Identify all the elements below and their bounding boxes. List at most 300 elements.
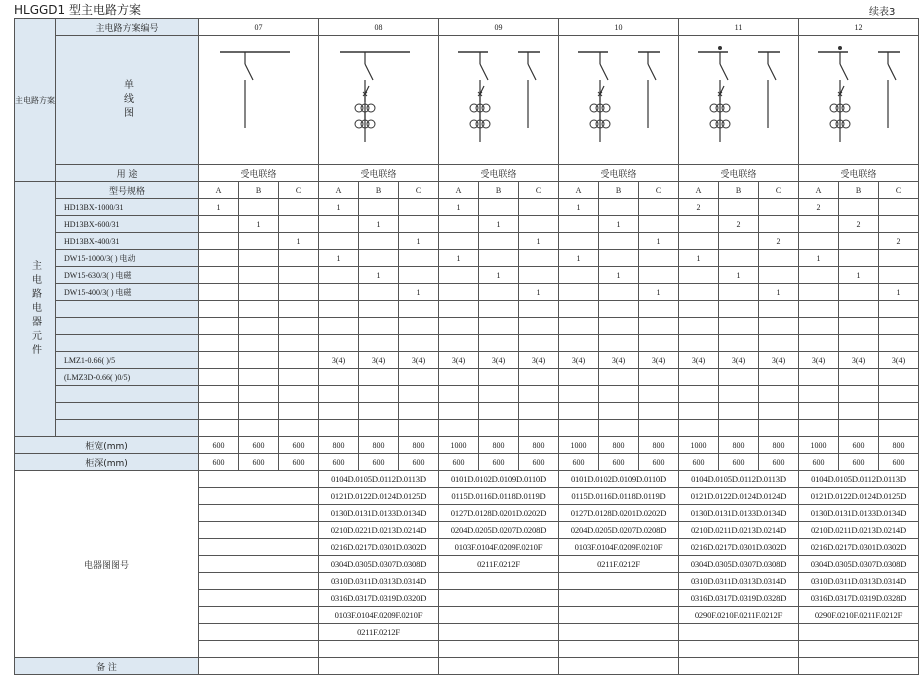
cabinet-depth-value: 600 xyxy=(479,454,519,471)
component-quantity xyxy=(359,403,399,420)
component-quantity xyxy=(279,216,319,233)
drawing-number: 0216D.0217D.0301D.0302D xyxy=(319,539,439,556)
drawing-number: 0121D.0122D.0124D.0125D xyxy=(319,488,439,505)
single-line-diagram-08 xyxy=(320,38,438,162)
drawing-number xyxy=(199,488,319,505)
component-quantity xyxy=(199,352,239,369)
remarks-value xyxy=(559,658,679,675)
component-quantity xyxy=(759,267,799,284)
component-quantity xyxy=(279,267,319,284)
component-quantity xyxy=(399,216,439,233)
drawing-number: 0103F.0104F.0209F.0210F xyxy=(559,539,679,556)
component-quantity xyxy=(839,318,879,335)
drawing-number: 0304D.0305D.0307D.0308D xyxy=(679,556,799,573)
component-row xyxy=(15,369,919,386)
component-quantity xyxy=(239,250,279,267)
component-quantity xyxy=(519,267,559,284)
cabinet-width-value: 600 xyxy=(839,437,879,454)
component-quantity xyxy=(319,335,359,352)
component-quantity xyxy=(639,199,679,216)
component-quantity xyxy=(799,216,839,233)
component-quantity: 1 xyxy=(879,284,919,301)
component-quantity xyxy=(519,420,559,437)
scheme-number-row xyxy=(15,19,919,36)
component-row xyxy=(15,267,919,284)
drawing-number: 0290F.0210F.0211F.0212F xyxy=(679,607,799,624)
drawing-number: 0316D.0317D.0319D.0328D xyxy=(679,590,799,607)
component-quantity xyxy=(679,369,719,386)
usage-value: 受电联络 xyxy=(559,165,679,182)
drawing-number: 0204D.0205D.0207D.0208D xyxy=(559,522,679,539)
component-quantity: 1 xyxy=(639,233,679,250)
component-quantity xyxy=(199,267,239,284)
drawing-number: 0210D.0211D.0213D.0214D xyxy=(799,522,919,539)
cabinet-width-value: 1000 xyxy=(439,437,479,454)
cabinet-width-value: 800 xyxy=(599,437,639,454)
component-quantity xyxy=(599,233,639,250)
drawing-number: 0211F.0212F xyxy=(439,556,559,573)
cabinet-depth-value: 600 xyxy=(319,454,359,471)
component-quantity xyxy=(239,335,279,352)
component-quantity xyxy=(399,386,439,403)
remarks-value xyxy=(319,658,439,675)
component-quantity: 3(4) xyxy=(359,352,399,369)
component-quantity xyxy=(679,284,719,301)
component-quantity xyxy=(399,250,439,267)
component-quantity xyxy=(559,233,599,250)
component-quantity xyxy=(799,318,839,335)
component-quantity xyxy=(519,369,559,386)
column-label: B xyxy=(479,182,519,199)
cabinet-depth-value: 600 xyxy=(599,454,639,471)
component-quantity xyxy=(839,369,879,386)
drawing-number: 0211F.0212F xyxy=(319,624,439,641)
component-quantity xyxy=(279,301,319,318)
cabinet-width-value: 600 xyxy=(199,437,239,454)
component-quantity xyxy=(679,318,719,335)
drawing-number: 0130D.0131D.0133D.0134D xyxy=(799,505,919,522)
single-line-row xyxy=(15,36,919,165)
component-name: DW15-400/3( ) 电磁 xyxy=(56,284,199,301)
component-quantity xyxy=(879,318,919,335)
drawing-number: 0127D.0128D.0201D.0202D xyxy=(439,505,559,522)
component-quantity xyxy=(759,318,799,335)
usage-value: 受电联络 xyxy=(319,165,439,182)
component-quantity: 2 xyxy=(799,199,839,216)
cabinet-width-value: 800 xyxy=(759,437,799,454)
component-quantity xyxy=(479,403,519,420)
component-quantity xyxy=(759,199,799,216)
scheme-number: 10 xyxy=(559,19,679,36)
usage-value: 受电联络 xyxy=(199,165,319,182)
component-quantity xyxy=(599,318,639,335)
component-quantity xyxy=(199,216,239,233)
component-quantity xyxy=(639,403,679,420)
drawing-number: 0103F.0104F.0209F.0210F xyxy=(439,539,559,556)
drawing-number: 0290F.0210F.0211F.0212F xyxy=(799,607,919,624)
component-quantity: 3(4) xyxy=(399,352,439,369)
remarks-value xyxy=(679,658,799,675)
component-quantity xyxy=(439,335,479,352)
component-quantity xyxy=(719,403,759,420)
component-quantity xyxy=(719,386,759,403)
scheme-number: 07 xyxy=(199,19,319,36)
drawing-number xyxy=(679,641,799,658)
component-quantity xyxy=(799,403,839,420)
cabinet-width-value: 800 xyxy=(399,437,439,454)
component-quantity xyxy=(439,369,479,386)
single-line-diagram-07 xyxy=(200,38,318,162)
cabinet-depth-value: 600 xyxy=(519,454,559,471)
component-quantity: 3(4) xyxy=(759,352,799,369)
drawing-number: 0310D.0311D.0313D.0314D xyxy=(799,573,919,590)
component-quantity xyxy=(719,335,759,352)
component-quantity: 1 xyxy=(639,284,679,301)
component-quantity xyxy=(479,318,519,335)
cabinet-depth-label: 柜深(mm) xyxy=(15,454,199,471)
component-quantity xyxy=(479,284,519,301)
component-quantity xyxy=(759,301,799,318)
component-quantity: 1 xyxy=(239,216,279,233)
component-quantity: 1 xyxy=(479,216,519,233)
component-quantity xyxy=(559,267,599,284)
component-quantity xyxy=(439,420,479,437)
component-quantity xyxy=(279,369,319,386)
drawing-number-label: 电器图图号 xyxy=(15,471,199,658)
component-quantity: 1 xyxy=(599,267,639,284)
drawing-number xyxy=(199,590,319,607)
cabinet-width-value: 800 xyxy=(879,437,919,454)
component-quantity: 3(4) xyxy=(679,352,719,369)
column-label: A xyxy=(319,182,359,199)
component-quantity xyxy=(639,301,679,318)
component-quantity: 3(4) xyxy=(559,352,599,369)
component-quantity: 3(4) xyxy=(439,352,479,369)
component-quantity xyxy=(879,267,919,284)
component-quantity xyxy=(399,403,439,420)
drawing-number xyxy=(799,641,919,658)
component-quantity xyxy=(359,369,399,386)
component-row xyxy=(15,284,919,301)
component-quantity xyxy=(679,267,719,284)
component-quantity xyxy=(239,403,279,420)
component-quantity xyxy=(879,403,919,420)
component-quantity: 1 xyxy=(599,216,639,233)
component-quantity xyxy=(599,301,639,318)
component-quantity xyxy=(439,318,479,335)
component-quantity xyxy=(279,284,319,301)
scheme-number: 11 xyxy=(679,19,799,36)
component-quantity xyxy=(239,199,279,216)
cabinet-width-value: 1000 xyxy=(679,437,719,454)
drawing-number: 0104D.0105D.0112D.0113D xyxy=(679,471,799,488)
cabinet-depth-value: 600 xyxy=(679,454,719,471)
component-quantity: 3(4) xyxy=(639,352,679,369)
component-quantity: 1 xyxy=(559,199,599,216)
column-label: C xyxy=(879,182,919,199)
component-quantity xyxy=(519,318,559,335)
cabinet-depth-value: 600 xyxy=(879,454,919,471)
component-quantity xyxy=(799,233,839,250)
component-quantity: 3(4) xyxy=(839,352,879,369)
component-row xyxy=(15,318,919,335)
cabinet-depth-value: 600 xyxy=(639,454,679,471)
single-line-diagram-12 xyxy=(800,38,918,162)
cabinet-width-value: 1000 xyxy=(799,437,839,454)
component-quantity: 2 xyxy=(759,233,799,250)
component-quantity xyxy=(719,250,759,267)
component-name: DW15-1000/3( ) 电动 xyxy=(56,250,199,267)
component-quantity xyxy=(239,301,279,318)
component-quantity xyxy=(479,233,519,250)
component-quantity xyxy=(279,403,319,420)
component-quantity xyxy=(759,335,799,352)
column-label: B xyxy=(839,182,879,199)
component-quantity: 3(4) xyxy=(479,352,519,369)
component-quantity xyxy=(879,335,919,352)
component-quantity xyxy=(599,335,639,352)
component-name: DW15-630/3( ) 电磁 xyxy=(56,267,199,284)
scheme-number: 08 xyxy=(319,19,439,36)
component-quantity xyxy=(839,403,879,420)
component-quantity xyxy=(639,250,679,267)
usage-row xyxy=(15,165,919,182)
component-row xyxy=(15,199,919,216)
drawing-number: 0101D.0102D.0109D.0110D xyxy=(559,471,679,488)
single-line-diagram xyxy=(439,36,559,165)
component-quantity xyxy=(559,386,599,403)
drawing-number xyxy=(799,624,919,641)
component-quantity xyxy=(239,318,279,335)
component-quantity xyxy=(639,318,679,335)
component-quantity xyxy=(639,369,679,386)
component-quantity xyxy=(319,318,359,335)
component-quantity: 1 xyxy=(279,233,319,250)
component-quantity: 3(4) xyxy=(599,352,639,369)
component-quantity xyxy=(799,369,839,386)
drawing-number xyxy=(559,573,679,590)
component-quantity xyxy=(239,233,279,250)
column-label: A xyxy=(679,182,719,199)
drawing-number xyxy=(439,607,559,624)
drawing-number: 0210D.0211D.0213D.0214D xyxy=(679,522,799,539)
drawing-number xyxy=(559,624,679,641)
component-quantity xyxy=(399,318,439,335)
component-quantity xyxy=(519,403,559,420)
drawing-number: 0121D.0122D.0124D.0124D xyxy=(679,488,799,505)
component-quantity xyxy=(519,250,559,267)
drawing-number: 0103F.0104F.0209F.0210F xyxy=(319,607,439,624)
component-quantity xyxy=(439,403,479,420)
drawing-number xyxy=(319,641,439,658)
component-quantity xyxy=(519,199,559,216)
component-quantity xyxy=(719,369,759,386)
drawing-number: 0210D.0221D.0213D.0214D xyxy=(319,522,439,539)
component-name: HD13BX-400/31 xyxy=(56,233,199,250)
component-row xyxy=(15,403,919,420)
component-quantity xyxy=(279,199,319,216)
single-line-diagram-09 xyxy=(440,38,558,162)
component-quantity xyxy=(799,386,839,403)
component-quantity xyxy=(439,386,479,403)
component-quantity xyxy=(199,284,239,301)
component-quantity: 1 xyxy=(359,267,399,284)
cabinet-depth-value: 600 xyxy=(199,454,239,471)
component-quantity: 1 xyxy=(359,216,399,233)
component-quantity xyxy=(599,386,639,403)
column-label: A xyxy=(439,182,479,199)
cabinet-depth-value: 600 xyxy=(439,454,479,471)
cabinet-width-value: 600 xyxy=(239,437,279,454)
component-quantity xyxy=(799,267,839,284)
component-quantity xyxy=(759,420,799,437)
component-row xyxy=(15,420,919,437)
cabinet-depth-value: 600 xyxy=(799,454,839,471)
drawing-number xyxy=(439,641,559,658)
drawing-number: 0130D.0131D.0133D.0134D xyxy=(679,505,799,522)
component-quantity xyxy=(319,301,359,318)
component-quantity: 1 xyxy=(439,199,479,216)
component-quantity xyxy=(479,250,519,267)
component-quantity xyxy=(199,301,239,318)
component-quantity xyxy=(879,420,919,437)
component-name: LMZ1-0.66( )/5 xyxy=(56,352,199,369)
component-quantity: 1 xyxy=(559,250,599,267)
component-quantity xyxy=(519,216,559,233)
component-quantity xyxy=(599,420,639,437)
component-quantity: 1 xyxy=(319,250,359,267)
component-quantity xyxy=(679,233,719,250)
cabinet-width-value: 800 xyxy=(479,437,519,454)
scheme-number: 12 xyxy=(799,19,919,36)
component-quantity xyxy=(239,386,279,403)
drawing-number xyxy=(199,641,319,658)
drawing-number: 0130D.0131D.0133D.0134D xyxy=(319,505,439,522)
main-scheme-label: 主电路方案 xyxy=(15,19,56,182)
component-quantity xyxy=(439,301,479,318)
drawing-number xyxy=(199,471,319,488)
cabinet-width-value: 800 xyxy=(719,437,759,454)
drawing-number: 0216D.0217D.0301D.0302D xyxy=(799,539,919,556)
component-quantity xyxy=(799,335,839,352)
cabinet-width-value: 800 xyxy=(639,437,679,454)
model-spec-row xyxy=(15,182,919,199)
component-quantity xyxy=(759,216,799,233)
cabinet-depth-value: 600 xyxy=(399,454,439,471)
drawing-number xyxy=(199,573,319,590)
remarks-value xyxy=(799,658,919,675)
component-quantity xyxy=(399,199,439,216)
component-quantity xyxy=(279,352,319,369)
component-row xyxy=(15,250,919,267)
component-quantity xyxy=(279,420,319,437)
component-quantity xyxy=(799,284,839,301)
remarks-label: 备 注 xyxy=(15,658,199,675)
component-quantity: 1 xyxy=(399,284,439,301)
component-quantity xyxy=(559,420,599,437)
drawing-number: 0121D.0122D.0124D.0125D xyxy=(799,488,919,505)
component-quantity xyxy=(839,301,879,318)
component-quantity xyxy=(839,420,879,437)
drawing-number xyxy=(439,590,559,607)
drawing-number: 0310D.0311D.0313D.0314D xyxy=(679,573,799,590)
component-quantity xyxy=(519,386,559,403)
drawing-number: 0304D.0305D.0307D.0308D xyxy=(319,556,439,573)
component-quantity: 2 xyxy=(879,233,919,250)
component-quantity xyxy=(479,199,519,216)
cabinet-width-value: 800 xyxy=(319,437,359,454)
component-name xyxy=(56,386,199,403)
drawing-number xyxy=(199,624,319,641)
component-quantity xyxy=(679,301,719,318)
cabinet-depth-value: 600 xyxy=(359,454,399,471)
component-quantity xyxy=(559,216,599,233)
component-quantity xyxy=(359,250,399,267)
usage-value: 受电联络 xyxy=(439,165,559,182)
component-row xyxy=(15,386,919,403)
column-label: C xyxy=(639,182,679,199)
component-name xyxy=(56,301,199,318)
component-quantity: 1 xyxy=(759,284,799,301)
drawing-number: 0204D.0205D.0207D.0208D xyxy=(439,522,559,539)
component-quantity xyxy=(199,335,239,352)
component-quantity xyxy=(639,420,679,437)
component-quantity xyxy=(679,386,719,403)
component-name: HD13BX-1000/31 xyxy=(56,199,199,216)
drawing-number: 0304D.0305D.0307D.0308D xyxy=(799,556,919,573)
remarks-value xyxy=(439,658,559,675)
drawing-number: 0104D.0105D.0112D.0113D xyxy=(319,471,439,488)
component-quantity xyxy=(439,216,479,233)
component-quantity xyxy=(839,386,879,403)
component-quantity xyxy=(479,369,519,386)
cabinet-depth-value: 600 xyxy=(559,454,599,471)
component-quantity xyxy=(359,233,399,250)
component-quantity xyxy=(439,233,479,250)
component-quantity xyxy=(319,403,359,420)
components-label: 主电路电器元件 xyxy=(15,182,56,437)
component-quantity: 3(4) xyxy=(319,352,359,369)
component-quantity xyxy=(679,420,719,437)
component-quantity xyxy=(199,420,239,437)
component-quantity: 2 xyxy=(679,199,719,216)
component-quantity xyxy=(199,386,239,403)
drawing-number: 0104D.0105D.0112D.0113D xyxy=(799,471,919,488)
component-quantity xyxy=(799,301,839,318)
component-quantity: 2 xyxy=(719,216,759,233)
component-quantity xyxy=(359,199,399,216)
component-quantity xyxy=(759,403,799,420)
component-quantity xyxy=(399,369,439,386)
component-row xyxy=(15,233,919,250)
column-label: B xyxy=(719,182,759,199)
cabinet-width-label: 柜宽(mm) xyxy=(15,437,199,454)
component-quantity xyxy=(639,267,679,284)
column-label: C xyxy=(399,182,439,199)
drawing-number xyxy=(559,607,679,624)
component-quantity xyxy=(719,284,759,301)
drawing-number: 0127D.0128D.0201D.0202D xyxy=(559,505,679,522)
component-quantity xyxy=(599,369,639,386)
component-quantity: 2 xyxy=(839,216,879,233)
component-quantity xyxy=(639,335,679,352)
page-title: HLGGD1 型主电路方案 xyxy=(14,3,141,17)
component-quantity xyxy=(679,335,719,352)
component-quantity xyxy=(479,386,519,403)
component-quantity: 1 xyxy=(519,284,559,301)
component-quantity xyxy=(319,267,359,284)
component-quantity xyxy=(319,216,359,233)
